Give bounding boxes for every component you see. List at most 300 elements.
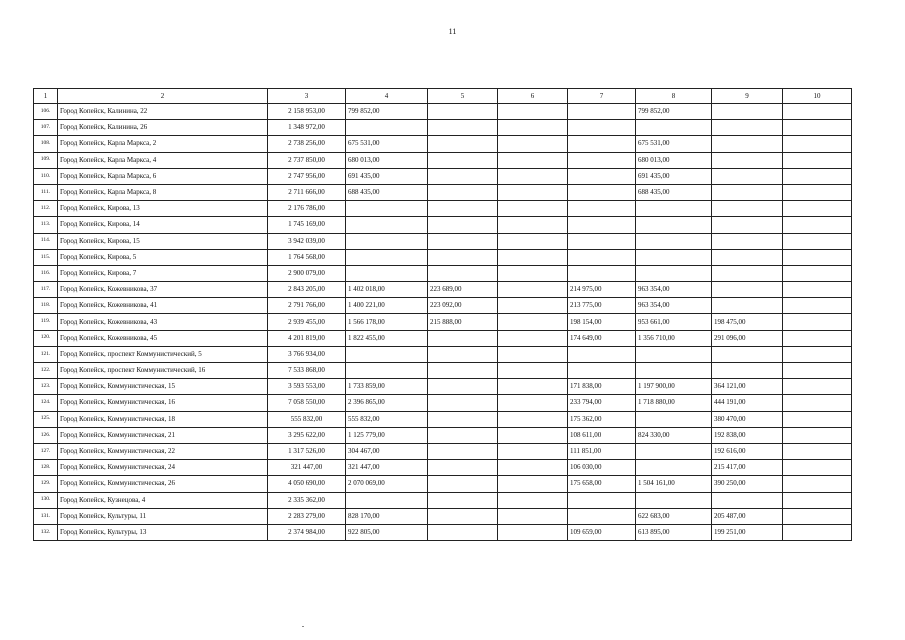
value-cell: 213 775,00 bbox=[568, 298, 636, 314]
value-cell: 555 832,00 bbox=[346, 411, 428, 427]
value-cell bbox=[498, 346, 568, 362]
total-cell: 2 843 205,00 bbox=[268, 282, 346, 298]
value-cell: 364 121,00 bbox=[712, 379, 783, 395]
value-cell bbox=[498, 492, 568, 508]
column-header: 1 bbox=[34, 89, 58, 104]
value-cell bbox=[568, 265, 636, 281]
value-cell: 828 170,00 bbox=[346, 508, 428, 524]
row-number: 111. bbox=[34, 184, 58, 200]
value-cell bbox=[712, 201, 783, 217]
row-number: 118. bbox=[34, 298, 58, 314]
address-cell: Город Копейск, Кирова, 7 bbox=[58, 265, 268, 281]
row-number: 108. bbox=[34, 136, 58, 152]
total-cell: 1 348 972,00 bbox=[268, 120, 346, 136]
row-number: 123. bbox=[34, 379, 58, 395]
value-cell bbox=[783, 152, 852, 168]
column-header: 3 bbox=[268, 89, 346, 104]
page-number: 11 bbox=[448, 27, 457, 36]
value-cell bbox=[498, 379, 568, 395]
total-cell: 2 158 953,00 bbox=[268, 104, 346, 120]
value-cell bbox=[428, 395, 498, 411]
table-row bbox=[34, 184, 852, 200]
value-cell bbox=[498, 330, 568, 346]
value-cell bbox=[568, 249, 636, 265]
value-cell bbox=[712, 184, 783, 200]
value-cell: 174 649,00 bbox=[568, 330, 636, 346]
table-row bbox=[34, 346, 852, 362]
value-cell: 109 659,00 bbox=[568, 524, 636, 540]
table-row bbox=[34, 265, 852, 281]
value-cell bbox=[568, 492, 636, 508]
value-cell bbox=[498, 120, 568, 136]
row-number: 119. bbox=[34, 314, 58, 330]
table-header-row bbox=[34, 89, 852, 104]
address-cell: Город Копейск, Кожевникова, 37 bbox=[58, 282, 268, 298]
value-cell bbox=[783, 282, 852, 298]
value-cell bbox=[568, 363, 636, 379]
value-cell bbox=[783, 104, 852, 120]
value-cell: 444 191,00 bbox=[712, 395, 783, 411]
value-cell bbox=[568, 104, 636, 120]
column-header: 5 bbox=[428, 89, 498, 104]
value-cell: 680 013,00 bbox=[636, 152, 712, 168]
value-cell bbox=[783, 168, 852, 184]
value-cell bbox=[428, 476, 498, 492]
value-cell bbox=[636, 201, 712, 217]
value-cell: 691 435,00 bbox=[346, 168, 428, 184]
value-cell bbox=[498, 443, 568, 459]
value-cell: 688 435,00 bbox=[636, 184, 712, 200]
value-cell bbox=[428, 104, 498, 120]
total-cell: 2 283 279,00 bbox=[268, 508, 346, 524]
value-cell bbox=[498, 314, 568, 330]
value-cell: 1 718 880,00 bbox=[636, 395, 712, 411]
value-cell bbox=[712, 104, 783, 120]
value-cell bbox=[428, 524, 498, 540]
total-cell: 2 374 984,00 bbox=[268, 524, 346, 540]
value-cell bbox=[636, 411, 712, 427]
value-cell: 380 470,00 bbox=[712, 411, 783, 427]
value-cell bbox=[498, 265, 568, 281]
value-cell bbox=[783, 265, 852, 281]
value-cell bbox=[636, 249, 712, 265]
value-cell bbox=[783, 395, 852, 411]
value-cell bbox=[783, 443, 852, 459]
address-cell: Город Копейск, Кирова, 5 bbox=[58, 249, 268, 265]
value-cell: 192 838,00 bbox=[712, 427, 783, 443]
value-cell bbox=[783, 298, 852, 314]
value-cell bbox=[712, 233, 783, 249]
value-cell bbox=[428, 330, 498, 346]
address-cell: Город Копейск, Коммунистическая, 21 bbox=[58, 427, 268, 443]
row-number: 126. bbox=[34, 427, 58, 443]
value-cell: 680 013,00 bbox=[346, 152, 428, 168]
value-cell: 111 851,00 bbox=[568, 443, 636, 459]
value-cell: 2 396 865,00 bbox=[346, 395, 428, 411]
value-cell bbox=[346, 249, 428, 265]
value-cell: 175 362,00 bbox=[568, 411, 636, 427]
value-cell bbox=[712, 363, 783, 379]
value-cell: 1 504 161,00 bbox=[636, 476, 712, 492]
value-cell: 171 838,00 bbox=[568, 379, 636, 395]
value-cell: 1 733 859,00 bbox=[346, 379, 428, 395]
value-cell bbox=[712, 120, 783, 136]
table-row bbox=[34, 443, 852, 459]
column-header: 10 bbox=[783, 89, 852, 104]
value-cell: 198 154,00 bbox=[568, 314, 636, 330]
address-cell: Город Копейск, Карла Маркса, 2 bbox=[58, 136, 268, 152]
row-number: 131. bbox=[34, 508, 58, 524]
value-cell bbox=[428, 217, 498, 233]
value-cell bbox=[346, 265, 428, 281]
value-cell bbox=[636, 233, 712, 249]
value-cell bbox=[428, 443, 498, 459]
address-cell: Город Копейск, Кузнецова, 4 bbox=[58, 492, 268, 508]
value-cell bbox=[636, 217, 712, 233]
value-cell bbox=[498, 201, 568, 217]
value-cell bbox=[428, 379, 498, 395]
total-cell: 1 745 169,00 bbox=[268, 217, 346, 233]
value-cell: 1 197 900,00 bbox=[636, 379, 712, 395]
value-cell bbox=[783, 314, 852, 330]
value-cell bbox=[428, 363, 498, 379]
row-number: 128. bbox=[34, 460, 58, 476]
value-cell bbox=[346, 201, 428, 217]
row-number: 115. bbox=[34, 249, 58, 265]
row-number: 122. bbox=[34, 363, 58, 379]
address-cell: Город Копейск, Коммунистическая, 26 bbox=[58, 476, 268, 492]
value-cell: 1 822 455,00 bbox=[346, 330, 428, 346]
value-cell bbox=[783, 508, 852, 524]
value-cell: 223 689,00 bbox=[428, 282, 498, 298]
value-cell: 963 354,00 bbox=[636, 298, 712, 314]
value-cell: 691 435,00 bbox=[636, 168, 712, 184]
address-cell: Город Копейск, Карла Маркса, 8 bbox=[58, 184, 268, 200]
address-cell: Город Копейск, Коммунистическая, 18 bbox=[58, 411, 268, 427]
total-cell: 2 791 766,00 bbox=[268, 298, 346, 314]
column-header: 6 bbox=[498, 89, 568, 104]
value-cell: 1 566 178,00 bbox=[346, 314, 428, 330]
value-cell bbox=[712, 282, 783, 298]
value-cell bbox=[498, 508, 568, 524]
row-number: 117. bbox=[34, 282, 58, 298]
value-cell: 688 435,00 bbox=[346, 184, 428, 200]
value-cell bbox=[783, 524, 852, 540]
value-cell bbox=[428, 201, 498, 217]
address-cell: Город Копейск, Культуры, 11 bbox=[58, 508, 268, 524]
total-cell: 555 832,00 bbox=[268, 411, 346, 427]
value-cell: 321 447,00 bbox=[346, 460, 428, 476]
table-row bbox=[34, 168, 852, 184]
table-row bbox=[34, 282, 852, 298]
value-cell bbox=[428, 346, 498, 362]
table-row bbox=[34, 330, 852, 346]
value-cell: 675 531,00 bbox=[636, 136, 712, 152]
value-cell bbox=[498, 460, 568, 476]
table-row bbox=[34, 298, 852, 314]
table-row bbox=[34, 120, 852, 136]
row-number: 127. bbox=[34, 443, 58, 459]
value-cell: 198 475,00 bbox=[712, 314, 783, 330]
value-cell bbox=[498, 282, 568, 298]
value-cell bbox=[712, 346, 783, 362]
address-cell: Город Копейск, Кирова, 13 bbox=[58, 201, 268, 217]
value-cell bbox=[636, 363, 712, 379]
value-cell bbox=[428, 508, 498, 524]
value-cell bbox=[346, 492, 428, 508]
value-cell bbox=[428, 460, 498, 476]
value-cell bbox=[636, 492, 712, 508]
value-cell bbox=[568, 346, 636, 362]
value-cell: 215 888,00 bbox=[428, 314, 498, 330]
table-row bbox=[34, 395, 852, 411]
address-cell: Город Копейск, Кожевникова, 41 bbox=[58, 298, 268, 314]
address-cell: Город Копейск, Кирова, 14 bbox=[58, 217, 268, 233]
address-cell: Город Копейск, Калинина, 26 bbox=[58, 120, 268, 136]
value-cell bbox=[428, 184, 498, 200]
value-cell bbox=[783, 492, 852, 508]
total-cell: 3 593 553,00 bbox=[268, 379, 346, 395]
table-row bbox=[34, 363, 852, 379]
value-cell bbox=[498, 411, 568, 427]
value-cell bbox=[498, 476, 568, 492]
value-cell: 922 805,00 bbox=[346, 524, 428, 540]
value-cell bbox=[783, 201, 852, 217]
value-cell bbox=[428, 233, 498, 249]
value-cell: 108 611,00 bbox=[568, 427, 636, 443]
total-cell: 2 737 850,00 bbox=[268, 152, 346, 168]
value-cell bbox=[346, 363, 428, 379]
value-cell: 214 975,00 bbox=[568, 282, 636, 298]
value-cell bbox=[568, 120, 636, 136]
value-cell: 1 402 018,00 bbox=[346, 282, 428, 298]
column-header: 4 bbox=[346, 89, 428, 104]
table-row bbox=[34, 217, 852, 233]
value-cell: 622 683,00 bbox=[636, 508, 712, 524]
value-cell bbox=[568, 168, 636, 184]
value-cell bbox=[346, 233, 428, 249]
total-cell: 2 900 079,00 bbox=[268, 265, 346, 281]
value-cell bbox=[498, 298, 568, 314]
value-cell bbox=[498, 152, 568, 168]
value-cell bbox=[498, 427, 568, 443]
value-cell bbox=[712, 298, 783, 314]
row-number: 120. bbox=[34, 330, 58, 346]
value-cell bbox=[346, 217, 428, 233]
value-cell: 192 616,00 bbox=[712, 443, 783, 459]
value-cell: 799 852,00 bbox=[636, 104, 712, 120]
value-cell bbox=[636, 120, 712, 136]
total-cell: 3 295 622,00 bbox=[268, 427, 346, 443]
value-cell bbox=[428, 265, 498, 281]
total-cell: 7 533 868,00 bbox=[268, 363, 346, 379]
value-cell bbox=[712, 265, 783, 281]
total-cell: 2 939 455,00 bbox=[268, 314, 346, 330]
value-cell bbox=[428, 411, 498, 427]
value-cell bbox=[568, 233, 636, 249]
value-cell: 205 487,00 bbox=[712, 508, 783, 524]
scan-artifact bbox=[302, 626, 304, 627]
table-body bbox=[34, 104, 852, 541]
value-cell bbox=[712, 217, 783, 233]
value-cell bbox=[712, 492, 783, 508]
total-cell: 3 766 934,00 bbox=[268, 346, 346, 362]
value-cell: 799 852,00 bbox=[346, 104, 428, 120]
value-cell: 1 400 221,00 bbox=[346, 298, 428, 314]
table-row bbox=[34, 508, 852, 524]
value-cell bbox=[783, 346, 852, 362]
total-cell: 7 058 550,00 bbox=[268, 395, 346, 411]
table-row bbox=[34, 104, 852, 120]
value-cell bbox=[712, 168, 783, 184]
value-cell bbox=[783, 233, 852, 249]
value-cell bbox=[428, 136, 498, 152]
row-number: 116. bbox=[34, 265, 58, 281]
table-row bbox=[34, 411, 852, 427]
value-cell bbox=[498, 217, 568, 233]
value-cell bbox=[346, 120, 428, 136]
value-cell: 824 330,00 bbox=[636, 427, 712, 443]
value-cell bbox=[783, 460, 852, 476]
value-cell bbox=[783, 411, 852, 427]
value-cell bbox=[568, 184, 636, 200]
value-cell bbox=[346, 346, 428, 362]
value-cell: 106 030,00 bbox=[568, 460, 636, 476]
row-number: 124. bbox=[34, 395, 58, 411]
address-cell: Город Копейск, Кожевникова, 43 bbox=[58, 314, 268, 330]
value-cell bbox=[712, 136, 783, 152]
value-cell bbox=[498, 233, 568, 249]
total-cell: 1 317 526,00 bbox=[268, 443, 346, 459]
row-number: 106. bbox=[34, 104, 58, 120]
value-cell bbox=[636, 460, 712, 476]
table-row bbox=[34, 476, 852, 492]
table-row bbox=[34, 233, 852, 249]
value-cell: 953 661,00 bbox=[636, 314, 712, 330]
value-cell bbox=[498, 184, 568, 200]
value-cell: 2 070 069,00 bbox=[346, 476, 428, 492]
address-cell: Город Копейск, Коммунистическая, 16 bbox=[58, 395, 268, 411]
value-cell: 199 251,00 bbox=[712, 524, 783, 540]
address-cell: Город Копейск, проспект Коммунистический, 5 bbox=[58, 346, 268, 362]
address-cell: Город Копейск, Коммунистическая, 15 bbox=[58, 379, 268, 395]
table-row bbox=[34, 524, 852, 540]
data-table bbox=[33, 88, 852, 541]
address-cell: Город Копейск, Кирова, 15 bbox=[58, 233, 268, 249]
total-cell: 2 747 956,00 bbox=[268, 168, 346, 184]
value-cell: 963 354,00 bbox=[636, 282, 712, 298]
value-cell bbox=[428, 120, 498, 136]
value-cell: 675 531,00 bbox=[346, 136, 428, 152]
total-cell: 2 738 256,00 bbox=[268, 136, 346, 152]
table-row bbox=[34, 379, 852, 395]
value-cell bbox=[568, 201, 636, 217]
column-header: 8 bbox=[636, 89, 712, 104]
row-number: 107. bbox=[34, 120, 58, 136]
value-cell bbox=[783, 330, 852, 346]
row-number: 110. bbox=[34, 168, 58, 184]
row-number: 114. bbox=[34, 233, 58, 249]
table-row bbox=[34, 201, 852, 217]
address-cell: Город Копейск, Коммунистическая, 24 bbox=[58, 460, 268, 476]
value-cell bbox=[568, 152, 636, 168]
row-number: 130. bbox=[34, 492, 58, 508]
row-number: 112. bbox=[34, 201, 58, 217]
table-row bbox=[34, 314, 852, 330]
row-number: 121. bbox=[34, 346, 58, 362]
value-cell bbox=[498, 168, 568, 184]
value-cell bbox=[498, 524, 568, 540]
value-cell bbox=[428, 152, 498, 168]
value-cell: 390 250,00 bbox=[712, 476, 783, 492]
value-cell bbox=[428, 427, 498, 443]
value-cell bbox=[636, 346, 712, 362]
address-cell: Город Копейск, Культуры, 13 bbox=[58, 524, 268, 540]
value-cell bbox=[783, 249, 852, 265]
total-cell: 2 335 362,00 bbox=[268, 492, 346, 508]
address-cell: Город Копейск, Коммунистическая, 22 bbox=[58, 443, 268, 459]
address-cell: Город Копейск, Карла Маркса, 6 bbox=[58, 168, 268, 184]
value-cell: 233 794,00 bbox=[568, 395, 636, 411]
value-cell: 1 356 710,00 bbox=[636, 330, 712, 346]
total-cell: 4 201 819,00 bbox=[268, 330, 346, 346]
value-cell bbox=[428, 492, 498, 508]
value-cell: 215 417,00 bbox=[712, 460, 783, 476]
value-cell bbox=[783, 217, 852, 233]
value-cell: 613 895,00 bbox=[636, 524, 712, 540]
value-cell: 1 125 779,00 bbox=[346, 427, 428, 443]
value-cell bbox=[783, 120, 852, 136]
value-cell bbox=[428, 168, 498, 184]
address-cell: Город Копейск, Кожевникова, 45 bbox=[58, 330, 268, 346]
total-cell: 4 050 690,00 bbox=[268, 476, 346, 492]
column-header: 7 bbox=[568, 89, 636, 104]
value-cell bbox=[712, 249, 783, 265]
value-cell bbox=[783, 184, 852, 200]
row-number: 125. bbox=[34, 411, 58, 427]
value-cell bbox=[498, 363, 568, 379]
value-cell bbox=[783, 136, 852, 152]
row-number: 113. bbox=[34, 217, 58, 233]
value-cell bbox=[712, 152, 783, 168]
row-number: 132. bbox=[34, 524, 58, 540]
column-header: 9 bbox=[712, 89, 783, 104]
value-cell bbox=[498, 395, 568, 411]
value-cell bbox=[783, 379, 852, 395]
value-cell bbox=[783, 363, 852, 379]
value-cell bbox=[568, 217, 636, 233]
table-row bbox=[34, 460, 852, 476]
total-cell: 321 447,00 bbox=[268, 460, 346, 476]
value-cell bbox=[498, 104, 568, 120]
value-cell bbox=[783, 427, 852, 443]
table-row bbox=[34, 136, 852, 152]
value-cell: 304 467,00 bbox=[346, 443, 428, 459]
total-cell: 3 942 039,00 bbox=[268, 233, 346, 249]
value-cell bbox=[428, 249, 498, 265]
table-row bbox=[34, 152, 852, 168]
table-row bbox=[34, 492, 852, 508]
row-number: 129. bbox=[34, 476, 58, 492]
address-cell: Город Копейск, Калинина, 22 bbox=[58, 104, 268, 120]
value-cell bbox=[498, 249, 568, 265]
table-row bbox=[34, 249, 852, 265]
value-cell bbox=[636, 265, 712, 281]
value-cell bbox=[783, 476, 852, 492]
value-cell bbox=[568, 508, 636, 524]
address-cell: Город Копейск, проспект Коммунистический, 16 bbox=[58, 363, 268, 379]
table-row bbox=[34, 427, 852, 443]
